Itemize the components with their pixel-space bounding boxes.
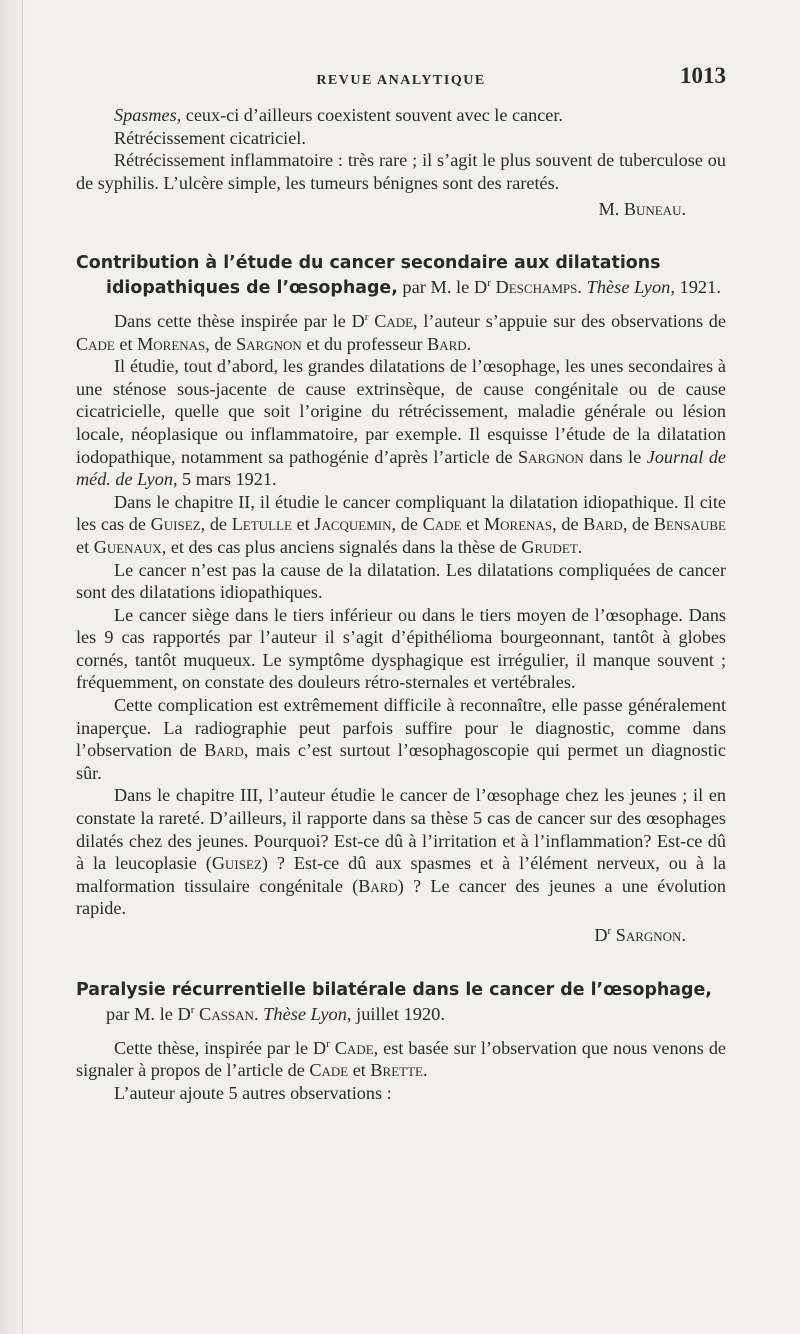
page-binding-edge [0, 0, 30, 1334]
text: de [556, 514, 584, 535]
person-name: Jacquemin, [314, 514, 397, 535]
year: juillet 1920. [351, 1003, 445, 1024]
article1-paragraph-3 [76, 491, 726, 559]
running-head [76, 60, 726, 90]
person-name: Bard, [204, 740, 249, 761]
intro-paragraph-2: Rétrécissement cicatriciel. [114, 127, 306, 148]
title-text: Paralysie récurrentielle bilatérale dans le cancer de l’œsophage, [76, 979, 712, 1000]
text: l’auteur s’appuie sur des observations de [417, 310, 726, 331]
text: Dans cette thèse inspirée par le D [114, 310, 365, 331]
intro-paragraph-1 [76, 104, 726, 127]
text: Cette thèse, inspirée par le D [114, 1037, 327, 1058]
superscript: r [607, 924, 612, 937]
superscript: r [326, 1037, 330, 1050]
intro-paragraph-3: Rétrécissement inflammatoire : très rare ; il s’agit le plus souvent de tuberculose ou de syphilis. L’ulcère simple, les tumeurs bénignes sont des raretés. [76, 150, 726, 193]
person-name: Brette. [370, 1060, 428, 1081]
person-name: Bard [358, 875, 398, 896]
person-name: Cade [422, 514, 462, 535]
page-number: 1013 [680, 63, 726, 88]
text: et [76, 536, 94, 557]
text: et [114, 333, 138, 354]
person-name: Cade, [368, 310, 418, 331]
person-name: Sargnon [236, 333, 302, 354]
text: par M. le D [106, 1003, 191, 1024]
article1-paragraph-5: Le cancer siège dans le tiers inférieur ou dans le tiers moyen de l’œsophage. Dans les 9 cas rapportés par l’auteur il s’agit d’épithélioma bourgeonnant, tantôt à globes cornés, tantôt muqueux. Le symptôme dysphagique est irrégulier, il manque souvent ; fréquemment, on constate des douleurs rétro-sternales et vertébrales. [76, 604, 726, 693]
text: et [291, 514, 315, 535]
person-name: Grudet. [521, 536, 583, 557]
text: et [348, 1060, 371, 1081]
journal-reference: Journal de méd. de Lyon, [76, 446, 726, 490]
article1-paragraph-2 [76, 355, 726, 491]
text: de [205, 514, 232, 535]
text: et des cas plus anciens signalés dans la thèse de [166, 536, 522, 557]
text: Il étudie, tout d’abord, les grandes dilatations de l’œsophage, les unes secondaires à une sténose sous-jacente de cause extrinsèque, de cause congénitale ou de cause cicatricielle, quelle que soit l’origine du rétrécissement, maladie générale ou lésion locale, néoplasique ou inflammatoire, par exemple. Il esquisse l’étude de la dilatation iodopathique, notamment sa pathogénie d’après l’article de [76, 356, 726, 467]
superscript: r [364, 310, 369, 323]
these-reference: Thèse Lyon, [263, 1003, 352, 1024]
document-page [76, 60, 726, 1104]
person-name: Bard. [427, 333, 472, 354]
signature-name: Sargnon. [611, 925, 686, 945]
author-name: Cassan. [194, 1003, 259, 1024]
signature-name: M. Buneau. [598, 199, 686, 220]
person-name: Bard, [583, 514, 628, 535]
text: ) ? Le cancer des jeunes a une évolution rapide. [76, 875, 726, 919]
article-title-2 [76, 977, 726, 1027]
text: Dans le chapitre II, il étudie le cancer compliquant la dilatation idiopathique. Il cite les cas de [76, 491, 726, 535]
superscript: r [190, 1003, 195, 1016]
article-title-1 [76, 251, 726, 300]
person-name: Guisez, [150, 514, 206, 535]
text: ) ? Est-ce dû aux spasmes et à l’élément nerveux, ou à la malformation tissulaire congénitale ( [76, 853, 726, 896]
signature-sargnon [76, 924, 726, 947]
text: ceux-ci d’ailleurs coexistent souvent avec le cancer. [181, 105, 563, 125]
article2-paragraph-2: L’auteur ajoute 5 autres observations : [114, 1082, 392, 1103]
these-reference: Thèse Lyon, [586, 276, 675, 297]
person-name: Cade [309, 1060, 349, 1081]
article2-paragraph-1 [76, 1037, 726, 1082]
person-name: Cade, [329, 1037, 379, 1058]
person-name: Cade [76, 333, 115, 354]
superscript: r [487, 276, 491, 289]
journal-title: REVUE ANALYTIQUE [316, 73, 486, 88]
text: par M. le D [397, 276, 488, 297]
text: est basée sur l’observation que nous venons de signaler à propos de l’article de [76, 1037, 726, 1081]
text: Dans le chapitre III, l’auteur étudie le cancer de l’œsophage chez les jeunes ; il en constate la rareté. D’ailleurs, il rapporte dans sa thèse 5 cas de cancer sur des œsophages dilatés chez des jeunes. Pourquoi? Est-ce dû à l’irritation et à l’inflammation? Est-ce dû à la leucoplasie ( [76, 785, 726, 874]
text: Cette complication est extrêmement difficile à reconnaître, elle passe généralement inaperçue. La radiographie peut parfois suffire pour le diagnostic, comme dans l’observation de [76, 695, 726, 761]
signature-buneau [76, 198, 726, 221]
text: D [594, 925, 608, 945]
title-text: Contribution à l’étude du cancer secondaire aux dilatations idiopathiques de l’œsophage, [76, 252, 661, 298]
text: de [627, 514, 654, 535]
person-name: Guenaux, [93, 536, 167, 557]
text: dans le [583, 446, 647, 467]
text: 5 mars 1921. [177, 469, 277, 490]
text: et du professeur [301, 333, 428, 354]
article1-paragraph-7 [76, 784, 726, 920]
year: 1921. [674, 276, 721, 297]
text: de [396, 514, 423, 535]
author-name: Deschamps. [490, 276, 582, 297]
article1-paragraph-1 [76, 310, 726, 355]
person-name: Bensaube [653, 514, 726, 535]
text: mais c’est surtout l’œsophagoscopie qui permet un diagnostic sûr. [76, 740, 726, 783]
person-name: Sargnon [518, 446, 584, 467]
person-name: Guisez [211, 853, 262, 874]
text: de [209, 333, 237, 354]
person-name: Morenas, [137, 333, 210, 354]
text: et [461, 514, 484, 535]
article1-paragraph-4: Le cancer n’est pas la cause de la dilatation. Les dilatations compliquées de cancer sont des dilatations idiopathiques. [76, 559, 726, 603]
person-name: Letulle [231, 514, 292, 535]
emphasis: Spasmes, [114, 105, 182, 125]
person-name: Morenas, [483, 514, 557, 535]
article1-paragraph-6 [76, 694, 726, 784]
